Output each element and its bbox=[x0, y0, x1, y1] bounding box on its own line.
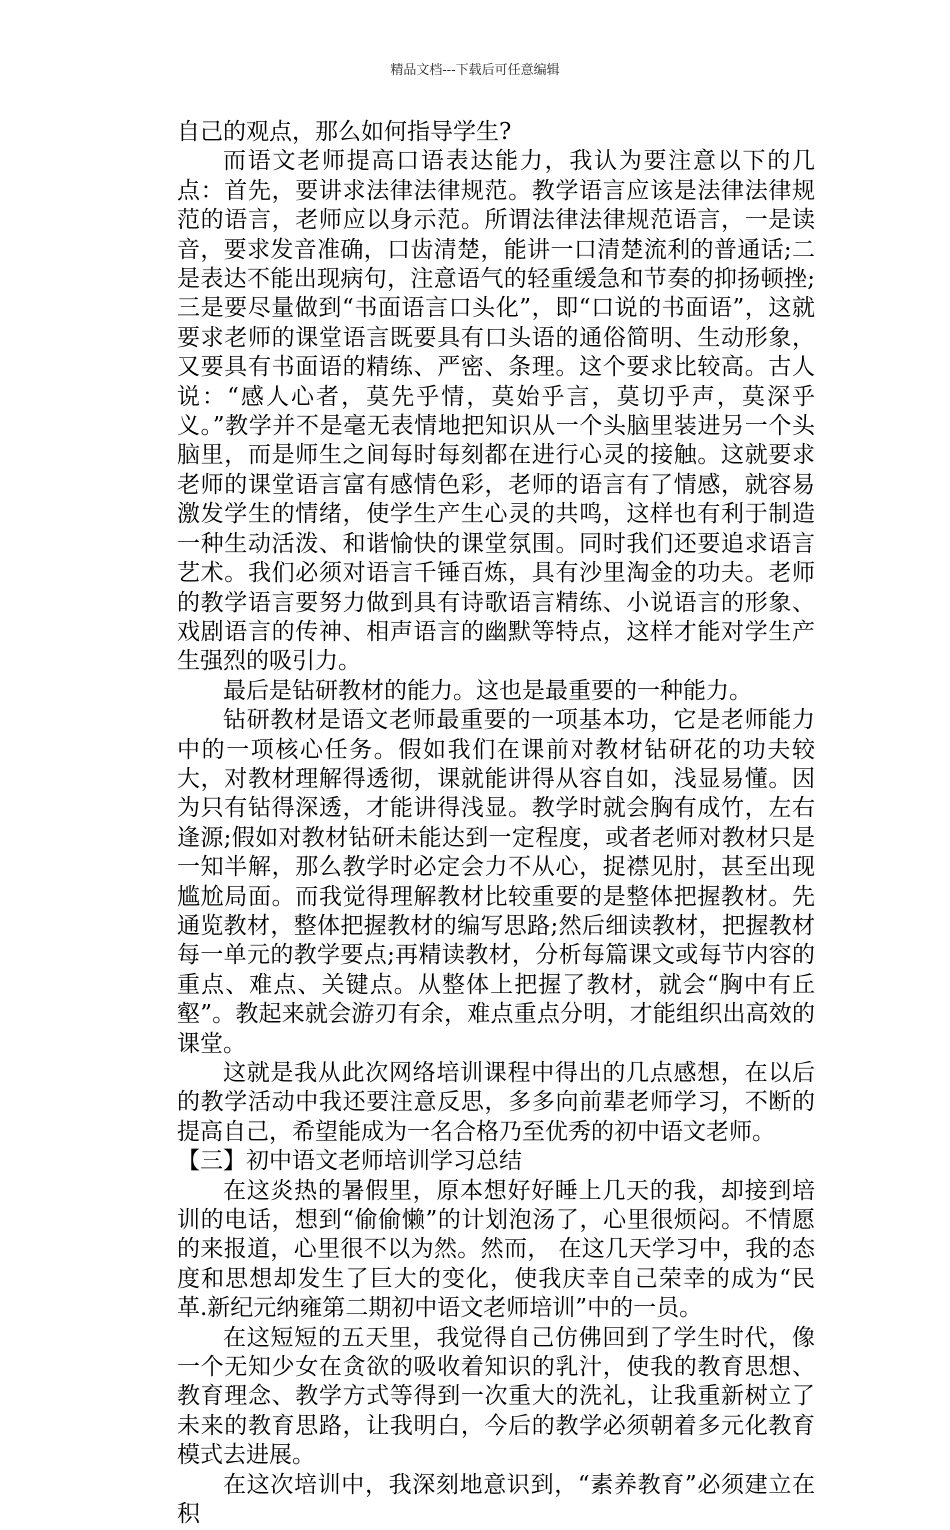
document-body bbox=[177, 118, 815, 1530]
paragraph-oral-expression: 而语文老师提高口语表达能力，我认为要注意以下的几点：首先，要讲求法律法律规范。教学语言应该是法律法律规范的语言，老师应以身示范。所谓法律法律规范语言，一是读音，要求发音准确，口齿清楚，能讲一口清楚流利的普通话;二是表达不能出现病句，注意语气的轻重缓急和节奏的抑扬顿挫;三是要尽量做到“书面语言口头化”，即“口说的书面语”，这就要求老师的课堂语言既要具有口头语的通俗简明、生动形象，又要具有书面语的精练、严密、条理。这个要求比较高。古人说：“感人心者，莫先乎情，莫始乎言，莫切乎声，莫深乎义。”教学并不是毫无表情地把知识从一个头脑里装进另一个头脑里，而是师生之间每时每刻都在进行心灵的接触。这就要求老师的课堂语言富有感情色彩，老师的语言有了情感，就容易激发学生的情绪，使学生产生心灵的共鸣，这样也有利于制造一种生动活泼、和谐愉快的课堂氛围。同时我们还要追求语言艺术。我们必须对语言千锤百炼，具有沙里淘金的功夫。老师的教学语言要努力做到具有诗歌语言精练、小说语言的形象、戏剧语言的传神、相声语言的幽默等特点，这样才能对学生产生强烈的吸引力。 bbox=[177, 148, 815, 675]
page-header: 精品文档---下载后可任意编辑 bbox=[390, 63, 560, 78]
paragraph-textbook-study: 钻研教材是语文老师最重要的一项基本功，它是老师能力中的一项核心任务。假如我们在课前对教材钻研花的功夫较大，对教材理解得透彻，课就能讲得从容自如，浅显易懂。因为只有钻得深透，才能讲得浅显。教学时就会胸有成竹，左右逢源;假如对教材钻研未能达到一定程度，或者老师对教材只是一知半解，那么教学时必定会力不从心，捉襟见肘，甚至出现尴尬局面。而我觉得理解教材比较重要的是整体把握教材。先通览教材，整体把握教材的编写思路;然后细读教材，把握教材每一单元的教学要点;再精读教材，分析每篇课文或每节内容的重点、难点、关键点。从整体上把握了教材，就会“胸中有丘壑”。教起来就会游刃有余，难点重点分明，才能组织出高效的课堂。 bbox=[177, 707, 815, 1057]
paragraph-conclusion: 这就是我从此次网络培训课程中得出的几点感想，在以后的教学活动中我还要注意反思，多多向前辈老师学习，不断的提高自己，希望能成为一名合格乃至优秀的初中语文老师。 bbox=[177, 1060, 815, 1145]
paragraph-five-days: 在这短短的五天里，我觉得自己仿佛回到了学生时代，像一个无知少女在贪欲的吸收着知识的乳汁，使我的教育思想、教育理念、教学方式等得到一次重大的洗礼，让我重新树立了未来的教育思路，让我明白，今后的教学必须朝着多元化教育模式去进展。 bbox=[177, 1324, 815, 1469]
paragraph-continuation: 自己的观点，那么如何指导学生? bbox=[177, 119, 512, 145]
paragraph-quality-education: 在这次培训中，我深刻地意识到，“素养教育”必须建立在积 bbox=[177, 1471, 815, 1528]
section-heading: 【三】初中语文老师培训学习总结 bbox=[177, 1148, 522, 1175]
paragraph-summer-training: 在这炎热的暑假里，原本想好好睡上几天的我，却接到培训的电话，想到“偷偷懒”的计划泡汤了，心里很烦闷。不情愿的来报道，心里很不以为然。然而， 在这几天学习中，我的态度和思想却发生了巨大的变化，使我庆幸自己荣幸的成为“民革.新纪元纳雍第二期初中语文老师培训”中的一员。 bbox=[177, 1177, 815, 1322]
paragraph-textbook-ability: 最后是钻研教材的能力。这也是最重要的一种能力。 bbox=[223, 677, 752, 704]
